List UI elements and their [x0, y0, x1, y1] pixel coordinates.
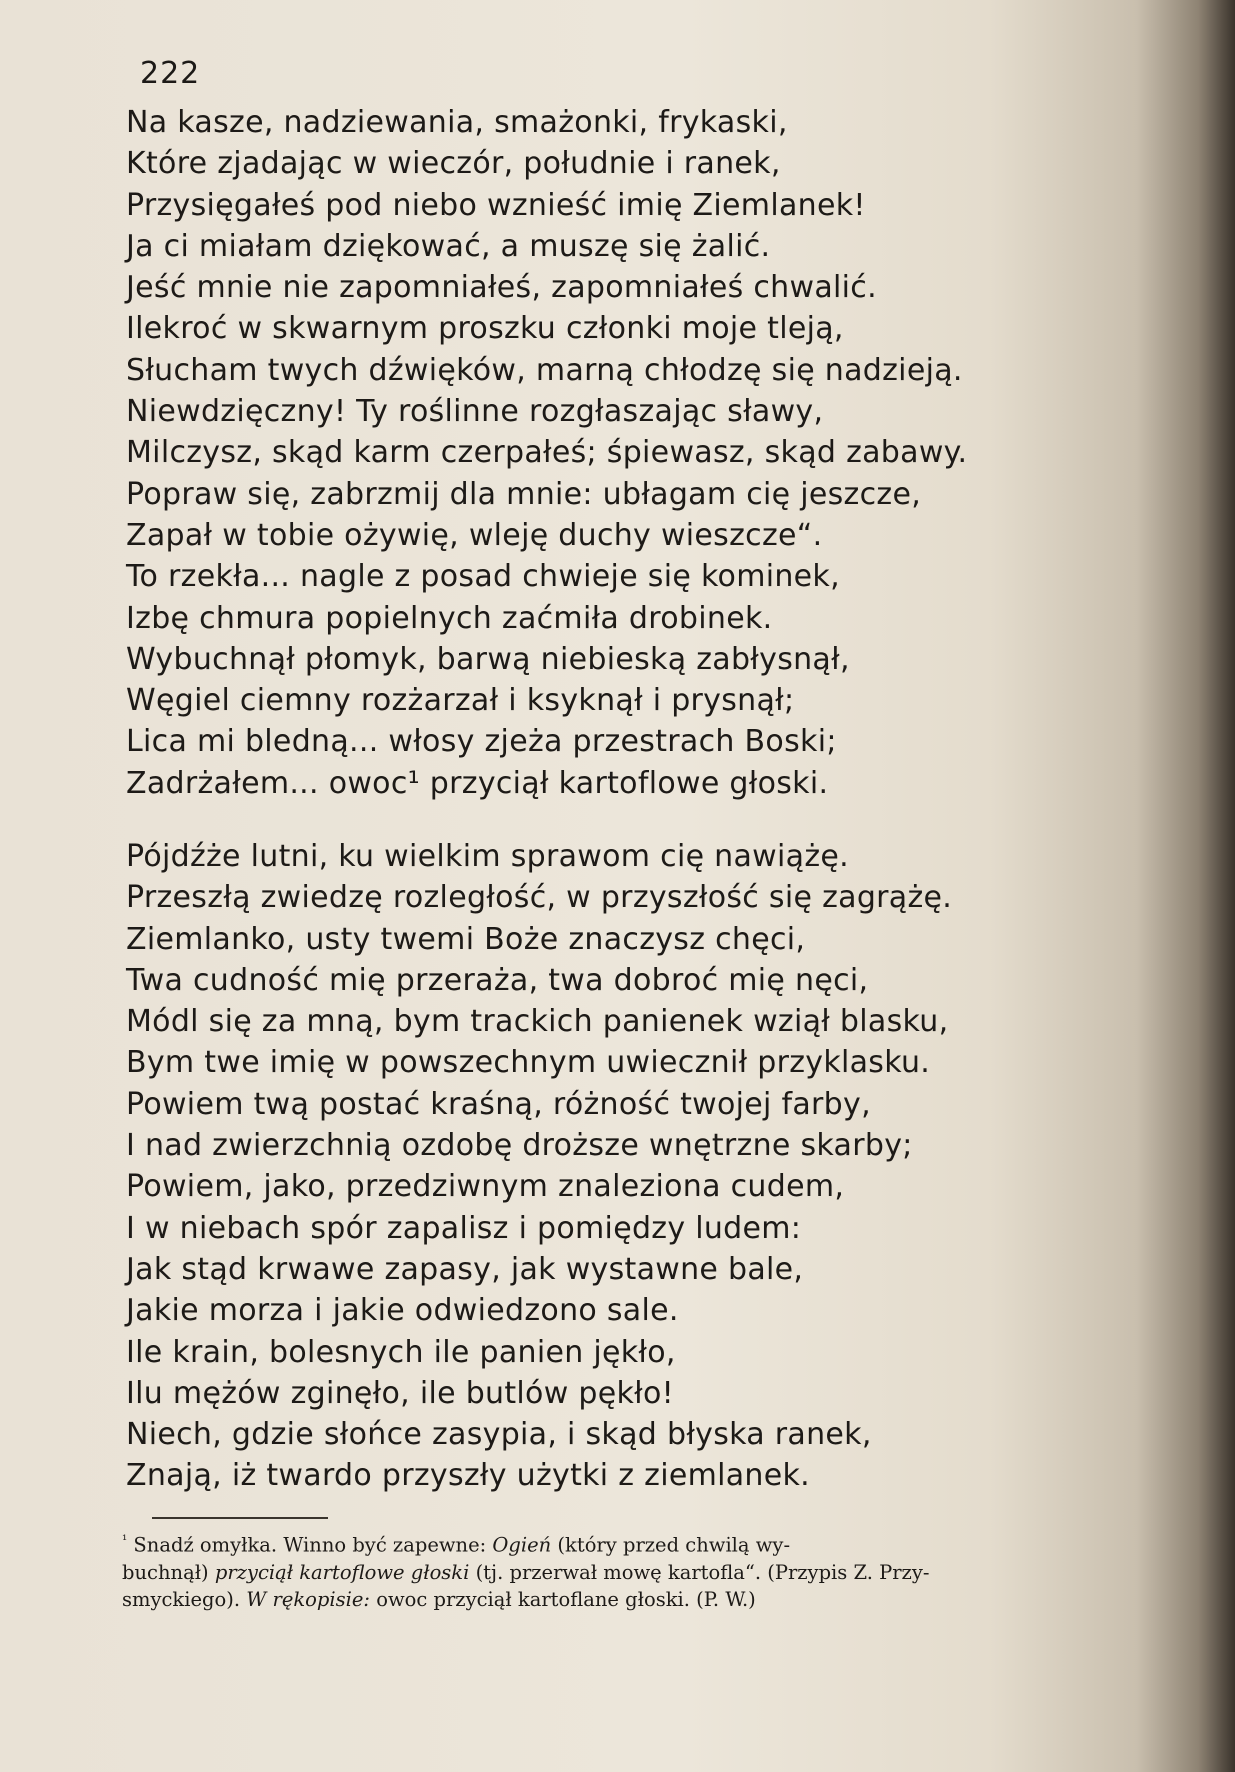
poem-stanza-2	[126, 836, 952, 1497]
footnote-text: Snadź omyłka. Winno być zapewne:	[127, 1533, 493, 1557]
verse-line: Znają, iż twardo przyszły użytki z ziemlanek.	[126, 1458, 811, 1494]
verse-line: Jak stąd krwawe zapasy, jak wystawne bale,	[126, 1251, 804, 1287]
verse-line: Niewdzięczny! Ty roślinne rozgłaszając sławy,	[126, 394, 824, 430]
verse-line: Zadrżałem... owoc¹ przyciął kartoflowe głoski.	[126, 765, 829, 801]
verse-line: Przysięgałeś pod niebo wznieść imię Ziemlanek!	[126, 187, 866, 223]
verse-line: Ja ci miałam dziękować, a muszę się żalić.	[126, 228, 771, 264]
footnote	[122, 1527, 1182, 1613]
verse-line: Powiem twą postać kraśną, różność twojej farby,	[126, 1086, 871, 1122]
verse-line: Które zjadając w wieczór, południe i ranek,	[126, 146, 781, 182]
footnote-emphasis: przyciął kartoflowe głoski	[214, 1560, 470, 1584]
verse-line: I nad zwierzchnią ozdobę droższe wnętrzne skarby;	[126, 1128, 913, 1164]
verse-line: To rzekła... nagle z posad chwieje się kominek,	[126, 559, 840, 595]
footnote-line-2	[122, 1559, 1182, 1586]
verse-line: Przeszłą zwiedzę rozległość, w przyszłość się zagrążę.	[126, 880, 953, 916]
verse-line: Izbę chmura popielnych zaćmiła drobinek.	[126, 600, 773, 636]
footnote-marker: ¹	[122, 1533, 128, 1548]
footnote-text: (tj. przerwał mowę kartofla“. (Przypis Z. Przy-	[469, 1560, 930, 1584]
verse-line: Lica mi bledną... włosy zjeża przestrach Boski;	[126, 724, 837, 760]
verse-line: Milczysz, skąd karm czerpałeś; śpiewasz, skąd zabawy.	[126, 435, 968, 471]
verse-line: Bym twe imię w powszechnym uwiecznił przyklasku.	[126, 1045, 931, 1081]
verse-line: Jeść mnie nie zapomniałeś, zapomniałeś chwalić.	[126, 270, 877, 306]
footnote-text: owoc przyciął kartoflane głoski. (P. W.)	[370, 1587, 756, 1611]
verse-line: Wybuchnął płomyk, barwą niebieską zabłysnął,	[126, 641, 850, 677]
verse-line: Jakie morza i jakie odwiedzono sale.	[126, 1293, 679, 1329]
footnote-line-3	[122, 1586, 1182, 1613]
verse-line: Pójdźże lutni, ku wielkim sprawom cię nawiążę.	[126, 839, 849, 874]
verse-line: Popraw się, zabrzmij dla mnie: ubłagam cię jeszcze,	[126, 476, 922, 512]
footnote-emphasis: Ogień	[492, 1533, 552, 1557]
verse-line: Ile krain, bolesnych ile panien jękło,	[126, 1334, 676, 1370]
footnote-rule	[152, 1517, 328, 1519]
verse-line: Módl się za mną, bym trackich panienek wziął blasku,	[126, 1004, 949, 1040]
verse-line: Twa cudność mię przeraża, twa dobroć mię nęci,	[126, 962, 869, 998]
verse-line: Ilu mężów zginęło, ile butlów pękło!	[126, 1375, 674, 1411]
page-number: 222	[140, 56, 201, 91]
verse-line: Na kasze, nadziewania, smażonki, frykaski,	[126, 105, 788, 140]
footnote-emphasis: W rękopisie:	[246, 1587, 370, 1611]
verse-line: Powiem, jako, przedziwnym znaleziona cudem,	[126, 1169, 845, 1205]
footnote-text: smyckiego).	[122, 1587, 247, 1611]
poem-stanza-1	[126, 102, 967, 804]
verse-line: Zapał w tobie ożywię, wleję duchy wieszcze“.	[126, 517, 823, 553]
verse-line: Słucham twych dźwięków, marną chłodzę się nadzieją.	[126, 352, 963, 388]
footnote-text: (który przed chwilą wy-	[551, 1533, 791, 1557]
footnote-text: buchnął)	[122, 1560, 215, 1584]
verse-line: Ilekroć w skwarnym proszku członki moje tleją,	[126, 311, 844, 347]
verse-line: Niech, gdzie słońce zasypia, i skąd błyska ranek,	[126, 1417, 872, 1453]
verse-line: I w niebach spór zapalisz i pomiędzy ludem:	[126, 1210, 802, 1246]
verse-line: Węgiel ciemny rozżarzał i ksyknął i prysnął;	[126, 683, 795, 719]
verse-line: Ziemlanko, usty twemi Boże znaczysz chęci,	[126, 921, 806, 957]
footnote-line-1	[122, 1527, 1182, 1559]
